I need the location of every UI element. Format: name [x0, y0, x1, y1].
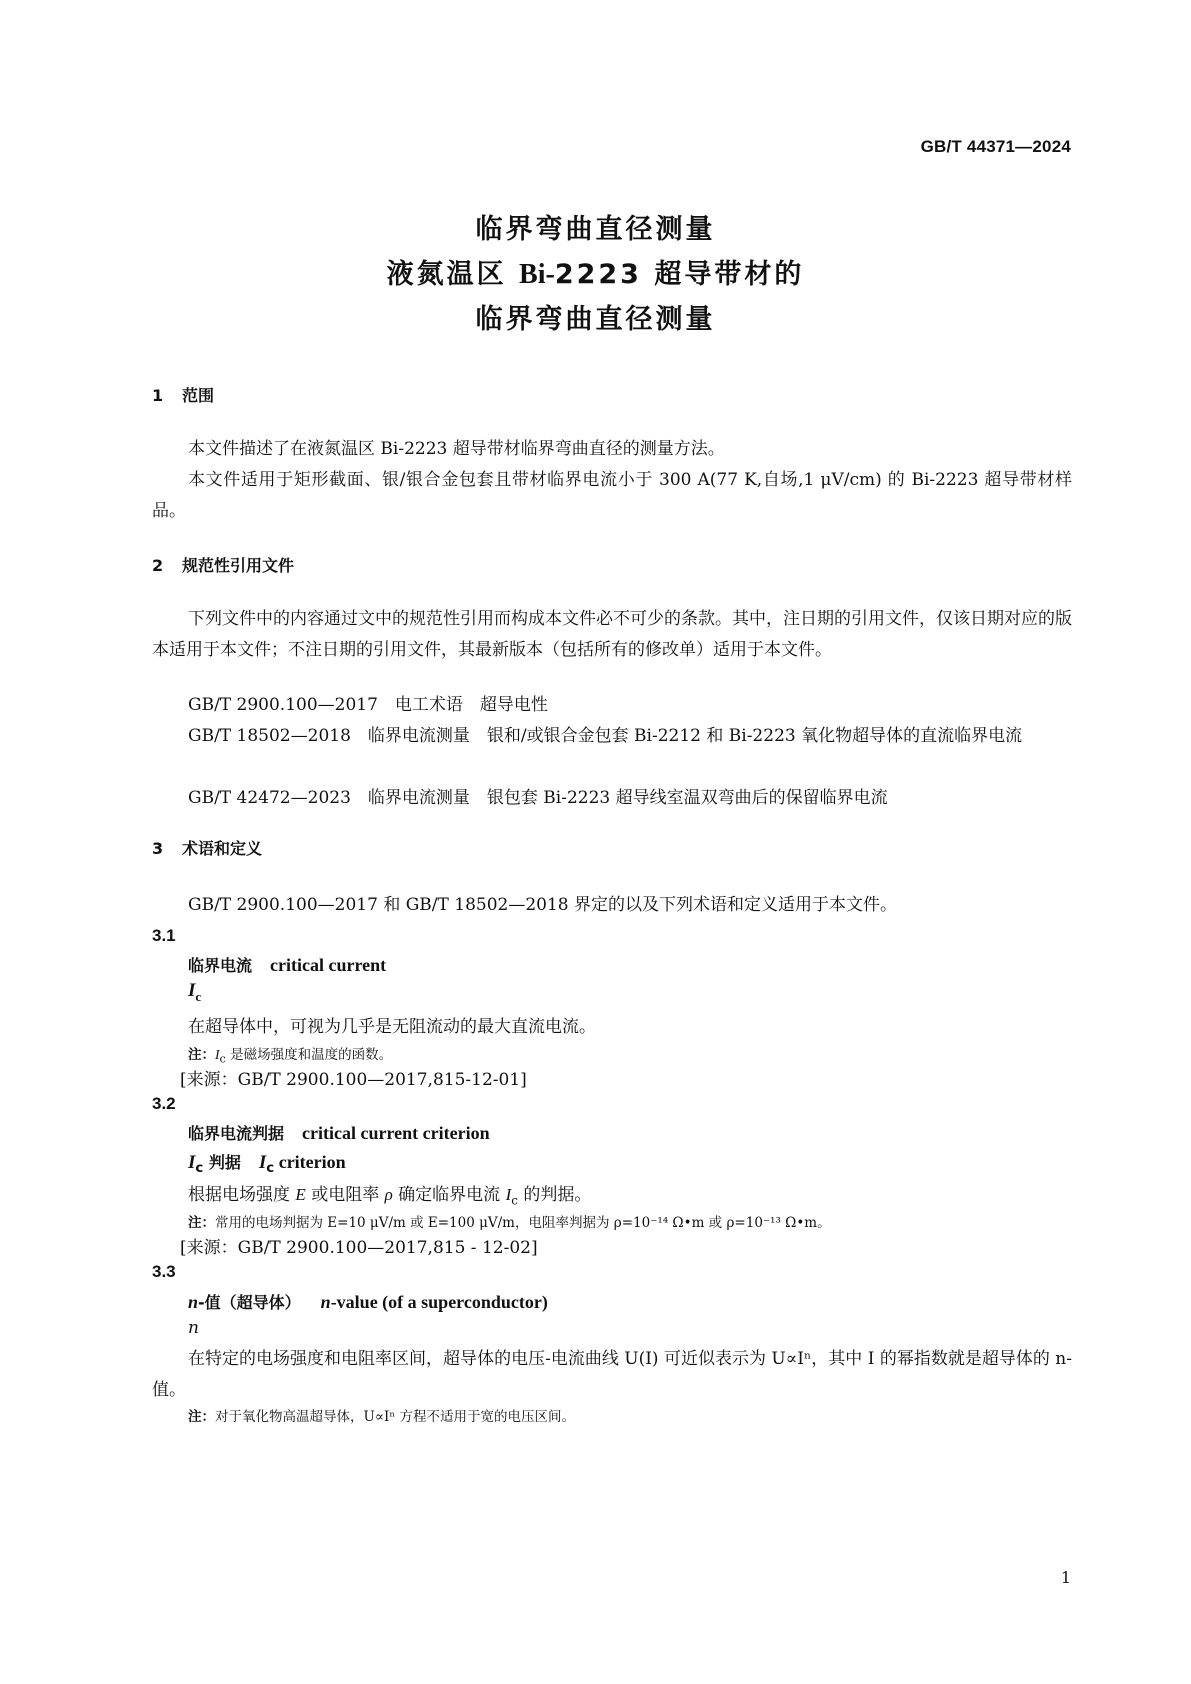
reference-2: GB/T 18502—2018 临界电流测量 银和/或银合金包套 Bi-2212 和 Bi-2223 氧化物超导体的直流临界电流 [188, 726, 1023, 746]
title-line-3: 临界弯曲直径测量 [475, 304, 716, 335]
term-3-3-symbol: n [188, 1318, 199, 1338]
term-3-3-definition: 在特定的电场强度和电阻率区间，超导体的电压-电流曲线 U(I) 可近似表示为 U∝Iⁿ，其中 I 的幂指数就是超导体的 n-值。 [152, 1349, 1072, 1400]
section-1-paragraph-2: 本文件适用于矩形截面、银/银合金包套且带材临界电流小于 300 A(77 K,自场,1 μV/cm) 的 Bi-2223 超导带材样品。 [152, 470, 1072, 521]
term-3-1-symbol: $I_c$ [188, 980, 202, 1004]
term-3-1-note: 注：$I_c$ 是磁场强度和温度的函数。 [188, 1047, 393, 1066]
clause-3-2-number: 3.2 [152, 1094, 176, 1113]
title-line-2: 液氮温区 Bi-2223 超导带材的 [386, 259, 805, 290]
section-2-heading: 2 规范性引用文件 [152, 556, 295, 575]
term-3-3-note: 注：对于氧化物高温超导体，U∝Iⁿ 方程不适用于宽的电压区间。 [188, 1409, 575, 1425]
term-3-1-source: [来源：GB/T 2900.100—2017,815-12-01] [180, 1070, 527, 1090]
reference-3: GB/T 42472—2023 临界电流测量 银包套 Bi-2223 超导线室温双弯曲后的保留临界电流 [188, 788, 888, 808]
page-number: 1 [1060, 1568, 1071, 1587]
term-3-1-definition: 在超导体中，可视为几乎是无阻流动的最大直流电流。 [188, 1017, 596, 1037]
clause-3-1-number: 3.1 [152, 926, 176, 945]
term-3-2-symbol: $I_c$ 判据 $I_c$ criterion [188, 1152, 346, 1177]
reference-1: GB/T 2900.100—2017 电工术语 超导电性 [188, 695, 548, 715]
section-1-paragraph-1: 本文件描述了在液氮温区 Bi-2223 超导带材临界弯曲直径的测量方法。 [188, 439, 725, 459]
section-3-heading: 3 术语和定义 [152, 839, 263, 858]
term-3-2-note: 注：常用的电场判据为 E=10 μV/m 或 E=100 μV/m，电阻率判据为 ρ=10⁻¹⁴ Ω•m 或 ρ=10⁻¹³ Ω•m。 [188, 1215, 831, 1231]
clause-3-3-number: 3.3 [152, 1262, 176, 1281]
term-3-2-definition: 根据电场强度 E 或电阻率 ρ 确定临界电流 $I_c$ 的判据。 [188, 1185, 592, 1208]
term-3-1: 临界电流 critical current [188, 955, 387, 975]
term-3-2: 临界电流判据 critical current criterion [188, 1123, 490, 1143]
title-line-1: 临界弯曲直径测量 [475, 214, 716, 245]
section-1-heading: 1 范围 [152, 386, 215, 405]
term-3-2-source: [来源：GB/T 2900.100—2017,815 - 12-02] [180, 1238, 538, 1258]
standard-code: GB/T 44371—2024 [920, 137, 1071, 156]
term-3-3: n-值（超导体） n-value (of a superconductor) [188, 1292, 548, 1312]
section-3-intro: GB/T 2900.100—2017 和 GB/T 18502—2018 界定的以及下列术语和定义适用于本文件。 [188, 895, 898, 915]
section-2-paragraph: 下列文件中的内容通过文中的规范性引用而构成本文件必不可少的条款。其中，注日期的引用文件，仅该日期对应的版本适用于本文件；不注日期的引用文件，其最新版本（包括所有的修改单）适用于本文件。 [152, 609, 1072, 660]
